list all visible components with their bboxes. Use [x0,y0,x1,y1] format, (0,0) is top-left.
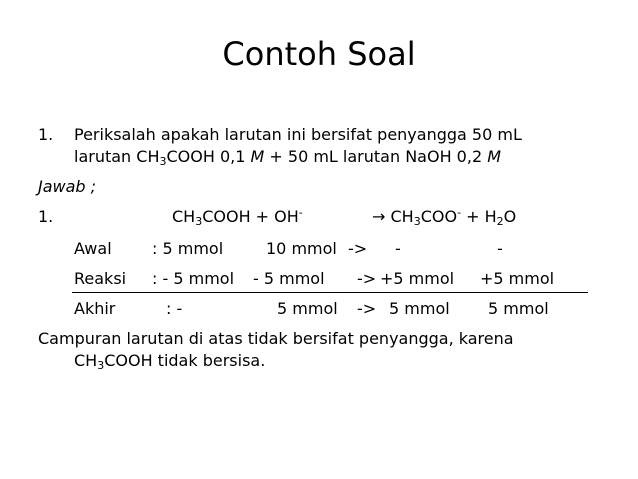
awal-product-2: - [497,239,503,258]
akhir-arrow: -> [357,299,377,318]
question-line-1: Periksalah apakah larutan ini bersifat penyangga 50 mL [74,125,522,144]
products: → $CH_3COO^- + H_2O$ [372,206,517,228]
awal-reactant-2: 10 mmol [266,239,337,258]
akhir-reactant-1: : - [166,299,183,318]
reaction-number: 1. [38,207,54,226]
table-divider [72,292,588,293]
akhir-reactant-2: 5 mmol [277,299,338,318]
reaksi-arrow: -> [357,269,377,288]
reaksi-reactant-1: : - 5 mmol [152,269,235,288]
question-number: 1. [38,125,54,144]
row-label-reaksi: Reaksi [74,269,127,288]
awal-reactant-1: : 5 mmol [152,239,224,258]
reaksi-reactant-2: - 5 mmol [253,269,325,288]
akhir-product-2: 5 mmol [488,299,549,318]
row-label-awal: Awal [74,239,112,258]
awal-product-1: - [395,239,401,258]
question-line-2: larutan $CH_3COOH$ 0,1 M + 50 mL larutan NaOH 0,2 M [74,147,502,168]
reaksi-product-1: +5 mmol [380,269,455,288]
slide-title: Contoh Soal [222,35,416,73]
answer-heading: Jawab ; [38,177,97,196]
arrow-icon: → CH [372,207,414,226]
akhir-product-1: 5 mmol [389,299,450,318]
conclusion-line-1: Campuran larutan di atas tidak bersifat penyangga, karena [38,329,514,348]
reactants: $CH_3COOH + OH^-$ [172,206,303,228]
reaksi-product-2: +5 mmol [480,269,555,288]
awal-arrow: -> [348,239,368,258]
conclusion-line-2: $CH_3COOH$ tidak bersisa. [74,351,266,372]
row-label-akhir: Akhir [74,299,116,318]
